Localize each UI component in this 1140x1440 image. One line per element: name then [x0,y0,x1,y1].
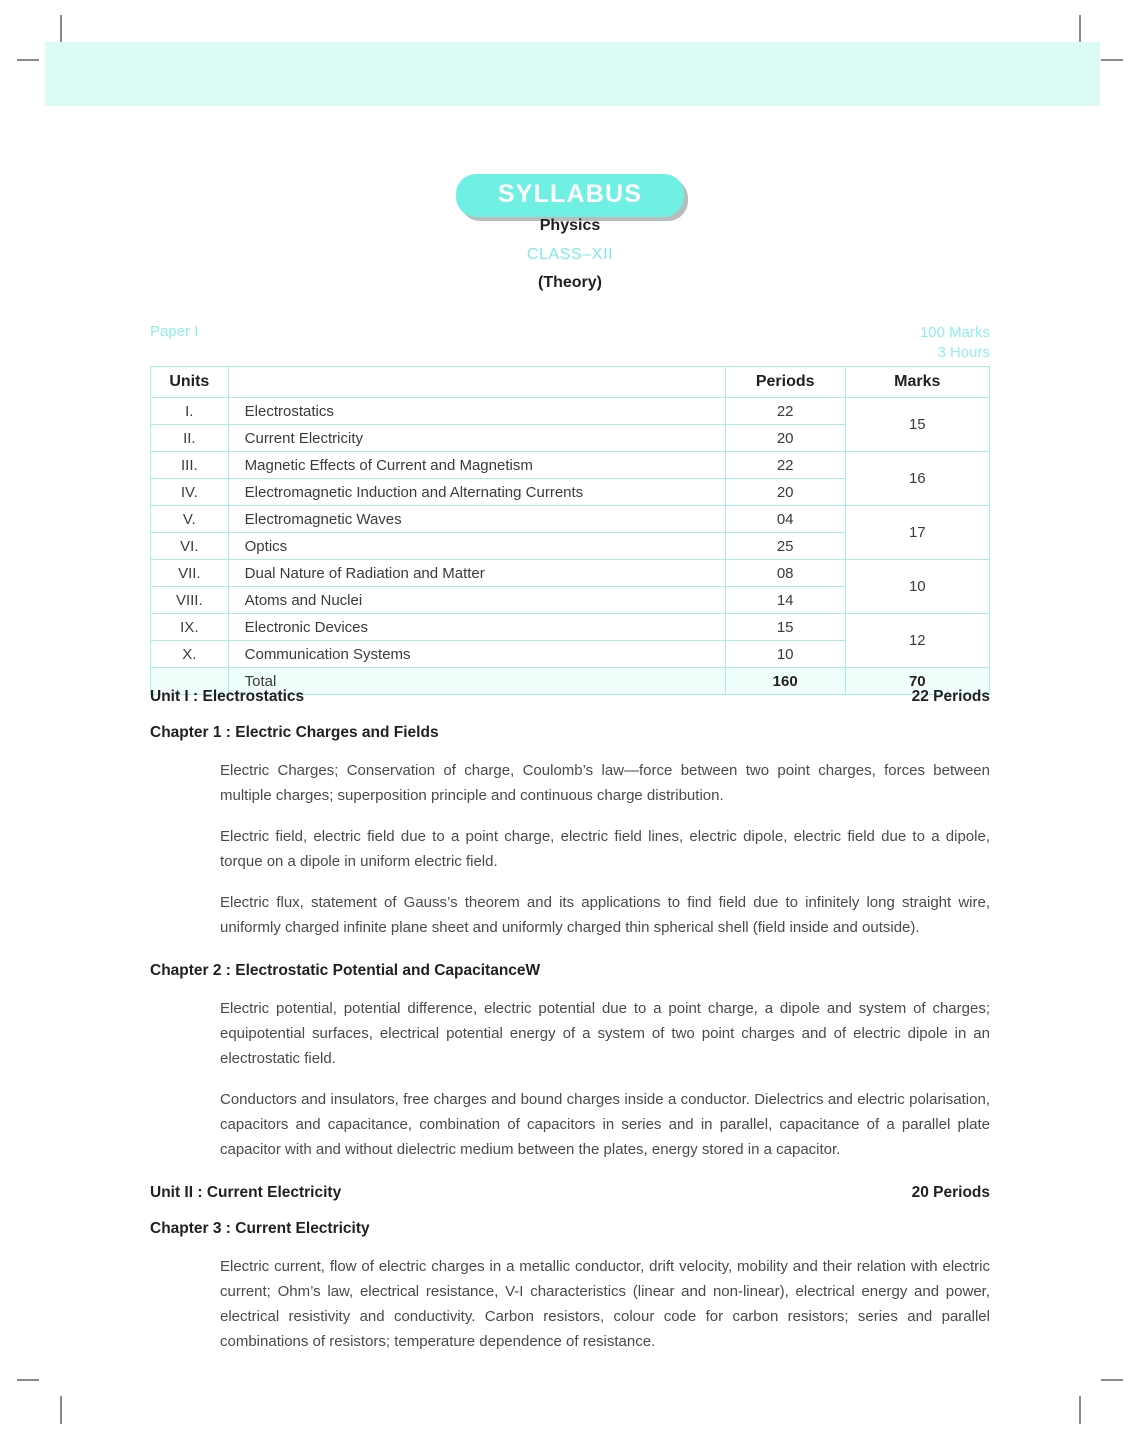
paper-duration: 3 Hours [937,344,990,361]
column-header-name [228,367,725,398]
cell-periods: 10 [725,641,845,668]
class-label: CLASS–XII [526,246,614,263]
cell-marks: 17 [845,506,989,560]
cell-unit-name: Electromagnetic Induction and Alternating Currents [228,479,725,506]
table-row [151,560,990,587]
unit-heading-periods: 22 Periods [911,688,990,705]
chapter-heading: Chapter 2 : Electrostatic Potential and CapacitanceW [150,962,541,979]
cell-unit-name: Atoms and Nuclei [228,587,725,614]
cell-unit-name: Electrostatics [228,398,725,425]
cell-unit-number: IV. [151,479,229,506]
unit-heading-periods: 20 Periods [911,1184,990,1201]
cell-periods: 22 [725,398,845,425]
syllabus-paragraph: Electric Charges; Conservation of charge, Coulomb’s law—force between two point charges, forces between multiple charges; superposition principle and continuous charge distribution. [220,762,990,804]
cell-unit-number: V. [151,506,229,533]
page-header-band [45,42,1100,106]
syllabus-paragraph: Electric field, electric field due to a point charge, electric field lines, electric dipole, electric field due to a dipole, torque on a dipole in uniform electric field. [220,828,990,870]
table-row [151,506,990,533]
cell-marks: 15 [845,398,989,452]
cell-periods: 20 [725,479,845,506]
cell-marks: 12 [845,614,989,668]
table-header-row [151,367,990,398]
cell-unit-number: II. [151,425,229,452]
cell-total-marks: 70 [845,668,989,695]
chapter-heading: Chapter 3 : Current Electricity [150,1220,370,1237]
syllabus-badge: SYLLABUS [456,174,684,217]
cell-total-periods: 160 [725,668,845,695]
cell-unit-name: Current Electricity [228,425,725,452]
cell-unit-number: VIII. [151,587,229,614]
syllabus-distribution-table [150,366,990,695]
column-header-periods: Periods [725,367,845,398]
cell-unit-name: Electromagnetic Waves [228,506,725,533]
cell-unit-number: VI. [151,533,229,560]
cell-marks: 16 [845,452,989,506]
crop-mark-bottom-right-vertical [1079,1396,1081,1424]
cell-periods: 15 [725,614,845,641]
cell-unit-name: Communication Systems [228,641,725,668]
crop-mark-top-left-horizontal [17,59,39,61]
table-row [151,398,990,425]
cell-periods: 04 [725,506,845,533]
crop-mark-top-right-vertical [1079,15,1081,42]
crop-mark-bottom-left-vertical [60,1396,62,1424]
cell-periods: 20 [725,425,845,452]
crop-mark-top-right-horizontal [1101,59,1123,61]
cell-unit-number: VII. [151,560,229,587]
column-header-marks: Marks [845,367,989,398]
crop-mark-bottom-left-horizontal [17,1379,39,1381]
unit-heading [150,688,990,706]
cell-periods: 14 [725,587,845,614]
cell-unit-number: III. [151,452,229,479]
theory-label: (Theory) [538,274,602,291]
cell-unit-number: X. [151,641,229,668]
cell-periods: 08 [725,560,845,587]
table-body [151,398,990,695]
syllabus-paragraph: Conductors and insulators, free charges and bound charges inside a conductor. Dielectrics and electric polarisation, capacitors and capacitance, combination of capacitors in series and in parallel, capacitance of a parallel plate capacitor with and without dielectric medium between the plates, energy stored in a capacitor. [220,1091,990,1158]
cell-total-label: Total [228,668,725,695]
syllabus-paragraph: Electric current, flow of electric charges in a metallic conductor, drift velocity, mobility and their relation with electric current; Ohm’s law, electrical resistance, V-I characteristics (linear and non-linear), electrical energy and power, electrical resistivity and conductivity. Carbon resistors, colour code for carbon resistors; series and parallel combinations of resistors; temperature dependence of resistance. [220,1258,990,1350]
cell-unit-name: Electronic Devices [228,614,725,641]
paper-total-marks: 100 Marks [919,324,990,341]
syllabus-badge-container [0,174,1140,217]
table-row [151,452,990,479]
crop-mark-top-left-vertical [60,15,62,42]
subject-title: Physics [539,217,601,234]
cell-periods: 25 [725,533,845,560]
column-header-units: Units [151,367,229,398]
syllabus-paragraph: Electric flux, statement of Gauss’s theorem and its applications to find field due to infinitely long straight wire, uniformly charged infinite plane sheet and uniformly charged thin spherical shell (field inside and outside). [220,894,990,936]
unit-heading [150,1184,990,1202]
cell-marks: 10 [845,560,989,614]
paper-marks-duration [920,323,990,363]
syllabus-paragraph: Electric potential, potential difference, electric potential due to a point charge, a dipole and system of charges; equipotential surfaces, electrical potential energy of a system of two point charges and of electric dipole in an electrostatic field. [220,1000,990,1067]
cell-unit-name: Magnetic Effects of Current and Magnetism [228,452,725,479]
chapter-heading: Chapter 1 : Electric Charges and Fields [150,724,439,741]
cell-unit-name: Dual Nature of Radiation and Matter [228,560,725,587]
cell-unit-name: Optics [228,533,725,560]
cell-unit-number: I. [151,398,229,425]
crop-mark-bottom-right-horizontal [1101,1379,1123,1381]
cell-periods: 22 [725,452,845,479]
table-header [151,367,990,398]
syllabus-content [150,688,990,1376]
paper-info-line [150,323,990,363]
cell-unit-number: IX. [151,614,229,641]
table-row [151,614,990,641]
unit-heading-title: Unit I : Electrostatics [150,688,305,705]
unit-heading-title: Unit II : Current Electricity [150,1184,342,1201]
paper-label: Paper I [150,323,199,340]
